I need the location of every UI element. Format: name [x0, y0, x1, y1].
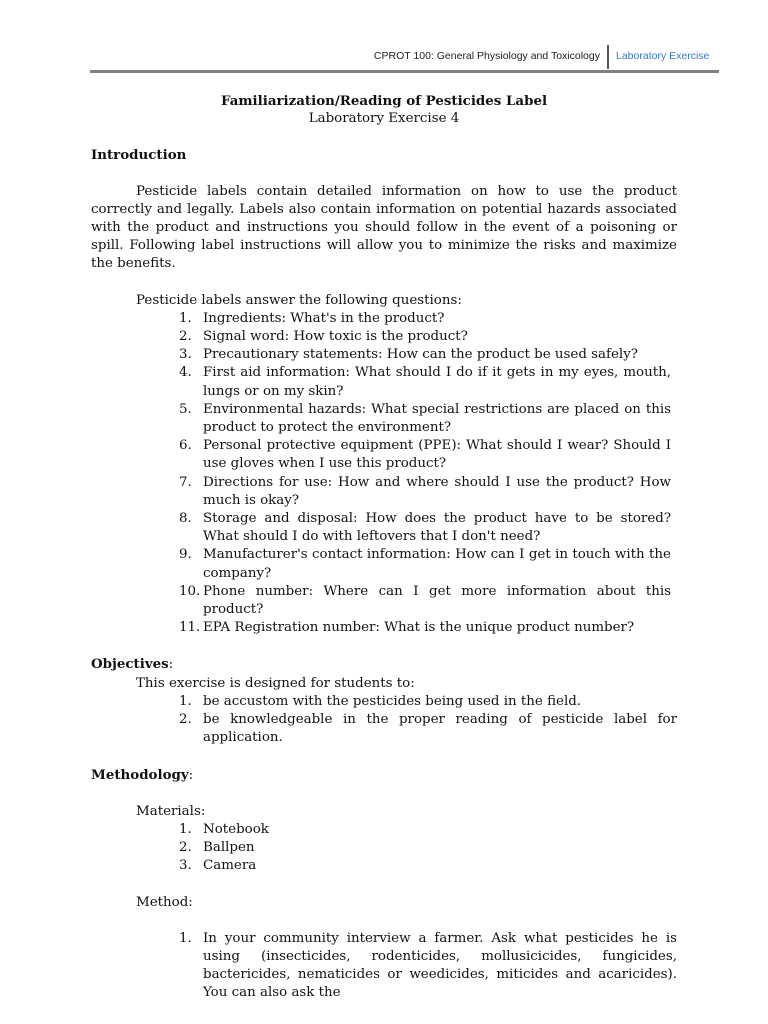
header-rule [90, 70, 719, 73]
objectives-heading-text: Objectives [91, 656, 169, 673]
objective-item-text: be knowledgeable in the proper reading of pesticide label for application. [203, 712, 677, 746]
question-item [91, 474, 677, 510]
material-item [91, 821, 677, 839]
header-section-tag: Laboratory Exercise [616, 50, 710, 62]
materials-label: Materials: [136, 803, 206, 819]
question-item [91, 328, 677, 346]
method-step-text: In your community interview a farmer. Ask what pesticides he is using (insecticides, rodenticides, mollusicicides, fungicides, bactericides, nematicides or weedicides, miticides and acaricides). You can also ask the [203, 930, 677, 1001]
material-item [91, 839, 677, 857]
objectives-heading-colon: : [168, 657, 174, 673]
question-item-text: Ingredients: What's in the product? [203, 310, 445, 326]
question-item-text: First aid information: What should I do if it gets in my eyes, mouth, lungs or on my skin? [203, 365, 671, 399]
question-item [91, 401, 677, 437]
document-body [91, 92, 677, 1003]
questions-intro: Pesticide labels answer the following questions: [136, 292, 462, 308]
question-item-number: 3. [179, 347, 192, 363]
header-separator [607, 45, 609, 69]
question-item [91, 583, 677, 619]
question-item [91, 546, 677, 582]
objective-item [91, 711, 677, 747]
methodology-heading-colon: : [188, 767, 194, 783]
objective-item [91, 693, 677, 711]
objective-item-number: 2. [179, 712, 192, 728]
question-item [91, 619, 677, 637]
question-item-number: 9. [179, 547, 192, 563]
question-item-number: 5. [179, 401, 192, 417]
objective-item-text: be accustom with the pesticides being used in the field. [203, 693, 582, 709]
question-item [91, 510, 677, 546]
question-item-text: EPA Registration number: What is the unique product number? [203, 620, 635, 636]
method-label: Method: [136, 894, 193, 910]
question-item-text: Precautionary statements: How can the product be used safely? [203, 347, 638, 363]
objectives-intro: This exercise is designed for students to: [136, 675, 415, 691]
question-item-text: Storage and disposal: How does the product have to be stored? What should I do with leftovers that I don't need? [203, 511, 671, 545]
question-item-text: Personal protective equipment (PPE): What should I wear? Should I use gloves when I use this product? [203, 438, 671, 472]
material-item-text: Camera [203, 858, 257, 874]
methodology-heading [91, 766, 677, 785]
objectives-heading [91, 655, 677, 674]
question-item-number: 1. [179, 310, 192, 326]
header-course-title: CPROT 100: General Physiology and Toxicology [373, 50, 600, 62]
question-item-text: Manufacturer's contact information: How can I get in touch with the company? [203, 547, 671, 581]
methodology-heading-text: Methodology [91, 766, 189, 783]
document-title: Familiarization/Reading of Pesticides Label [220, 93, 548, 109]
material-item-number: 3. [179, 858, 192, 874]
question-item [91, 310, 677, 328]
question-item-number: 4. [179, 365, 192, 381]
question-item-number: 7. [179, 474, 192, 490]
material-item-number: 2. [179, 840, 192, 856]
question-item-number: 11. [179, 620, 201, 636]
material-item-text: Ballpen [203, 840, 255, 856]
question-item-text: Signal word: How toxic is the product? [203, 329, 468, 345]
question-item-number: 6. [179, 438, 192, 454]
questions-list [91, 310, 677, 638]
method-step-number: 1. [179, 930, 192, 946]
document-subtitle: Laboratory Exercise 4 [308, 111, 460, 127]
material-item-text: Notebook [203, 821, 269, 837]
introduction-heading: Introduction [91, 147, 187, 164]
question-item [91, 437, 677, 473]
question-item [91, 346, 677, 364]
method-step [91, 930, 677, 1003]
question-item-number: 2. [179, 329, 192, 345]
question-item-text: Environmental hazards: What special restrictions are placed on this product to protect the environment? [203, 401, 671, 436]
material-item-number: 1. [179, 821, 192, 837]
question-item-text: Directions for use: How and where should I use the product? How much is okay? [203, 474, 671, 508]
question-item-number: 10. [179, 583, 201, 599]
materials-list [91, 821, 677, 876]
introduction-paragraph: Pesticide labels contain detailed information on how to use the product correctly and legally. Labels also contain information on potential hazards associated with the product and instructions you should follow in the event of a poisoning or spill. Following label instructions will allow you to minimize the risks and maximize the benefits. [91, 183, 677, 272]
page-header [0, 0, 768, 74]
question-item-text: Phone number: Where can I get more information about this product? [203, 583, 671, 618]
method-steps-list [91, 930, 677, 1003]
question-item [91, 364, 677, 400]
question-item-number: 8. [179, 511, 192, 527]
objective-item-number: 1. [179, 693, 192, 709]
objectives-list [91, 693, 677, 748]
material-item [91, 857, 677, 875]
